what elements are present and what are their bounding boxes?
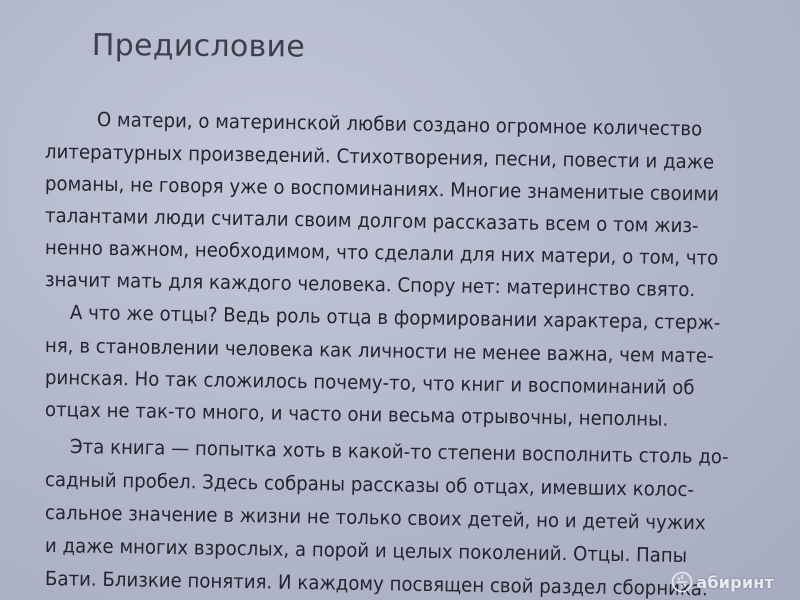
- text-line: литературных произведений. Стихотворения, песни, повести и даже: [44, 140, 715, 174]
- text-line: отцах не так-то много, и часто они весьма отрывочны, неполны.: [44, 398, 669, 431]
- watermark: [671, 570, 774, 594]
- text-line: Бати. Близкие понятия. И каждому посвящен свой раздел сборника.: [44, 567, 708, 600]
- text-line: романы, не говоря уже о воспоминаниях. Многие знаменитые своими: [44, 172, 720, 206]
- watermark-text: абиринт: [696, 572, 774, 592]
- text-line: сальное значение в жизни не только своих детей, но и детей чужих: [44, 501, 706, 535]
- text-line: ня, в становлении человека как личности не менее важна, чем мате-: [44, 334, 714, 368]
- text-line: ненно важном, необходимом, что сделали для них матери, о том, что: [44, 236, 719, 270]
- text-line: ринская. Но так сложилось почему-то, что книг и воспоминаний об: [44, 366, 695, 400]
- text-line: А что же отцы? Ведь роль отца в формировании характера, стерж-: [69, 301, 721, 335]
- text-line: О матери, о материнской любви создано огромное количество: [96, 108, 703, 141]
- page-heading: Предисловие: [91, 28, 306, 65]
- labyrinth-logo-icon: [671, 571, 693, 593]
- text-line: талантами люди считали своим долгом рассказать всем о том жиз-: [44, 204, 699, 238]
- text-line: Эта книга — попытка хоть в какой-то степени восполнить столь до-: [69, 435, 729, 469]
- text-line: значит мать для каждого человека. Спору нет: материнство свято.: [44, 268, 696, 302]
- text-line: и даже многих взрослых, а порой и целых поколений. Отцы. Папы: [44, 534, 688, 568]
- text-line: садный пробел. Здесь собраны рассказы об отцах, имевших колос-: [44, 468, 695, 502]
